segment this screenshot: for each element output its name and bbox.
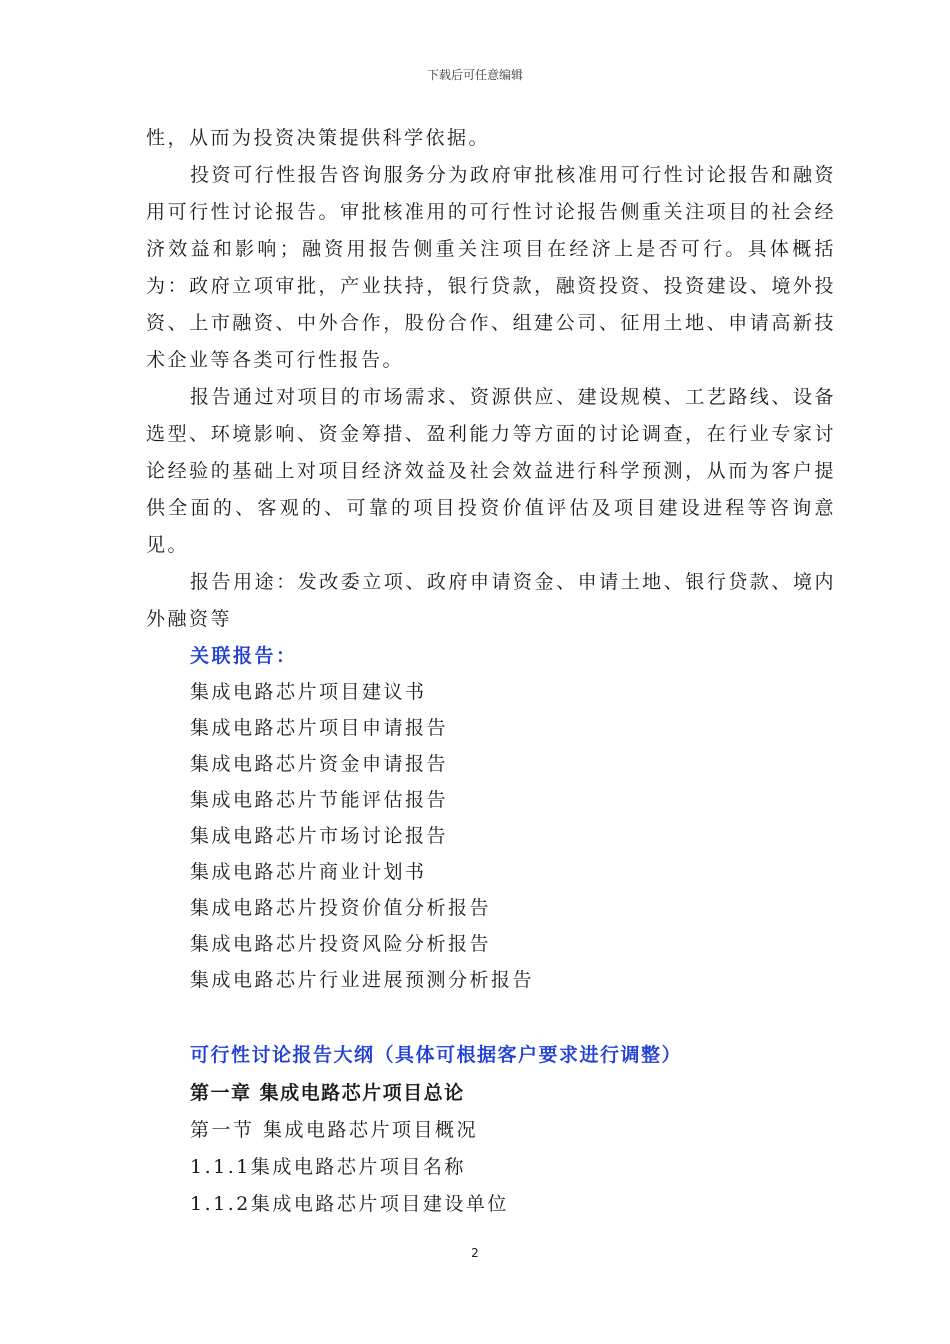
chapter-heading: 第一章 集成电路芯片项目总论 xyxy=(190,1082,465,1104)
outline-heading: 可行性讨论报告大纲（具体可根据客户要求进行调整） xyxy=(190,1044,683,1066)
related-report-item: 集成电路芯片投资风险分析报告 xyxy=(190,933,492,955)
related-report-item: 集成电路芯片资金申请报告 xyxy=(190,753,449,775)
paragraph-report-usage: 报告用途：发改委立项、政府申请资金、申请土地、银行贷款、境内外融资等 xyxy=(146,571,836,630)
related-report-item: 集成电路芯片项目建议书 xyxy=(190,681,427,703)
related-reports-heading: 关联报告： xyxy=(190,645,298,667)
header-note: 下载后可任意编辑 xyxy=(426,68,523,82)
page-number: 2 xyxy=(471,1246,479,1260)
related-report-item: 集成电路芯片行业进展预测分析报告 xyxy=(190,969,535,991)
related-report-item: 集成电路芯片市场讨论报告 xyxy=(190,825,449,847)
document-body xyxy=(146,120,836,1223)
related-report-item: 集成电路芯片节能评估报告 xyxy=(190,789,449,811)
related-report-item: 集成电路芯片商业计划书 xyxy=(190,861,427,883)
paragraph-report-method: 报告通过对项目的市场需求、资源供应、建设规模、工艺路线、设备选型、环境影响、资金筹措、盈利能力等方面的讨论调查，在行业专家讨论经验的基础上对项目经济效益及社会效益进行科学预测，从而为客户提供全面的、客观的、可靠的项目投资价值评估及项目建设进程等咨询意见。 xyxy=(146,386,836,556)
paragraph-service-types: 投资可行性报告咨询服务分为政府审批核准用可行性讨论报告和融资用可行性讨论报告。审批核准用的可行性讨论报告侧重关注项目的社会经济效益和影响；融资用报告侧重关注项目在经济上是否可行。具体概括为：政府立项审批，产业扶持，银行贷款，融资投资、投资建设、境外投资、上市融资、中外合作，股份合作、组建公司、征用土地、申请高新技术企业等各类可行性报告。 xyxy=(146,164,836,371)
section-heading: 第一节 集成电路芯片项目概况 xyxy=(190,1119,479,1141)
related-report-item: 集成电路芯片项目申请报告 xyxy=(190,717,449,739)
paragraph-continuation: 性，从而为投资决策提供科学依据。 xyxy=(146,127,491,149)
outline-item: 1.1.2集成电路芯片项目建设单位 xyxy=(190,1193,509,1215)
related-reports-list xyxy=(146,674,836,998)
outline-item: 1.1.1集成电路芯片项目名称 xyxy=(190,1156,466,1178)
related-report-item: 集成电路芯片投资价值分析报告 xyxy=(190,897,492,919)
